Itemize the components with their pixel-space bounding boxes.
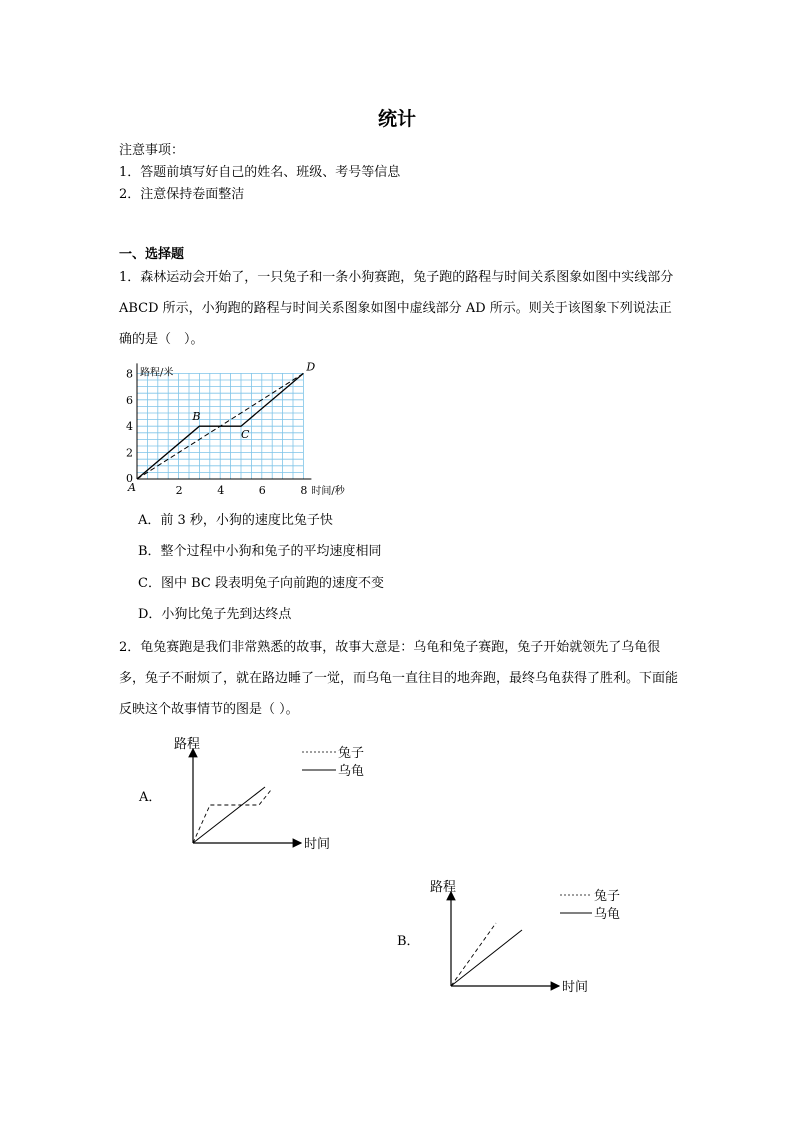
notice-item: 1．答题前填写好自己的姓名、班级、考号等信息 [119, 165, 401, 180]
point-label-B: B [192, 410, 201, 424]
y-axis-label: 路程/米 [140, 367, 174, 379]
q2-option-a-label[interactable]: A． [139, 790, 162, 805]
q2-graph-a [170, 730, 370, 855]
y-tick-label: 8 [126, 367, 133, 381]
x-axis-label: 时间 [562, 980, 589, 995]
notice-heading: 注意事项： [119, 143, 185, 158]
q1-option-b[interactable]: B．整个过程中小狗和兔子的平均速度相同 [138, 544, 382, 559]
x-tick-label: 2 [175, 484, 183, 497]
q1-option-a[interactable]: A．前 3 秒，小狗的速度比兔子快 [138, 513, 333, 528]
legend-rabbit: 兔子 [338, 746, 365, 761]
q2-option-b-label[interactable]: B． [397, 934, 420, 949]
x-tick-label: 4 [217, 484, 225, 497]
chart-labels [126, 360, 346, 497]
q2-graph-b [428, 875, 628, 1000]
chart-axes [137, 363, 311, 479]
q1-option-c[interactable]: C．图中 BC 段表明兔子向前跑的速度不变 [138, 576, 384, 591]
section-heading: 一、选择题 [119, 247, 185, 262]
page-title: 统计 [377, 108, 416, 130]
y-axis-label: 路程 [430, 880, 457, 895]
notice-item: 2．注意保持卷面整洁 [119, 187, 245, 202]
tortoise-line [451, 930, 522, 986]
point-label-C: C [241, 428, 250, 442]
legend-tortoise: 乌龟 [594, 907, 621, 922]
point-label-D: D [306, 360, 316, 374]
tortoise-line [193, 787, 265, 843]
legend-tortoise: 乌龟 [338, 764, 365, 779]
question-2-text: 2．龟兔赛跑是我们非常熟悉的故事，故事大意是：乌龟和兔子赛跑，兔子开始就领先了乌龟很多，兔子不耐烦了，就在路边睡了一觉，而乌龟一直往目的地奔跑，最终乌龟获得了胜利。下面能反映这个故事情节的图是（ ）。 [119, 640, 679, 717]
x-tick-label: 8 [300, 484, 308, 497]
y-tick-label: 0 [126, 472, 133, 485]
q1-option-d[interactable]: D．小狗比兔子先到达终点 [138, 607, 292, 622]
y-tick-label: 4 [126, 420, 133, 434]
legend-rabbit: 兔子 [594, 889, 621, 904]
y-tick-label: 2 [126, 446, 133, 460]
question-1-text: 1．森林运动会开始了，一只兔子和一条小狗赛跑，兔子跑的路程与时间关系图象如图中实线部分 ABCD 所示，小狗跑的路程与时间关系图象如图中虚线部分 AD 所示。则关于该图象下列说法正确的是（ ）。 [119, 270, 674, 347]
q1-distance-time-chart [116, 357, 356, 499]
x-axis-label: 时间/秒 [311, 486, 345, 497]
x-axis-label: 时间 [304, 837, 331, 852]
rabbit-line [451, 923, 496, 986]
y-tick-label: 6 [126, 393, 133, 407]
y-axis-label: 路程 [174, 737, 201, 752]
x-tick-label: 6 [258, 484, 266, 497]
point-label-A: A [128, 481, 136, 494]
rabbit-line [193, 790, 271, 843]
